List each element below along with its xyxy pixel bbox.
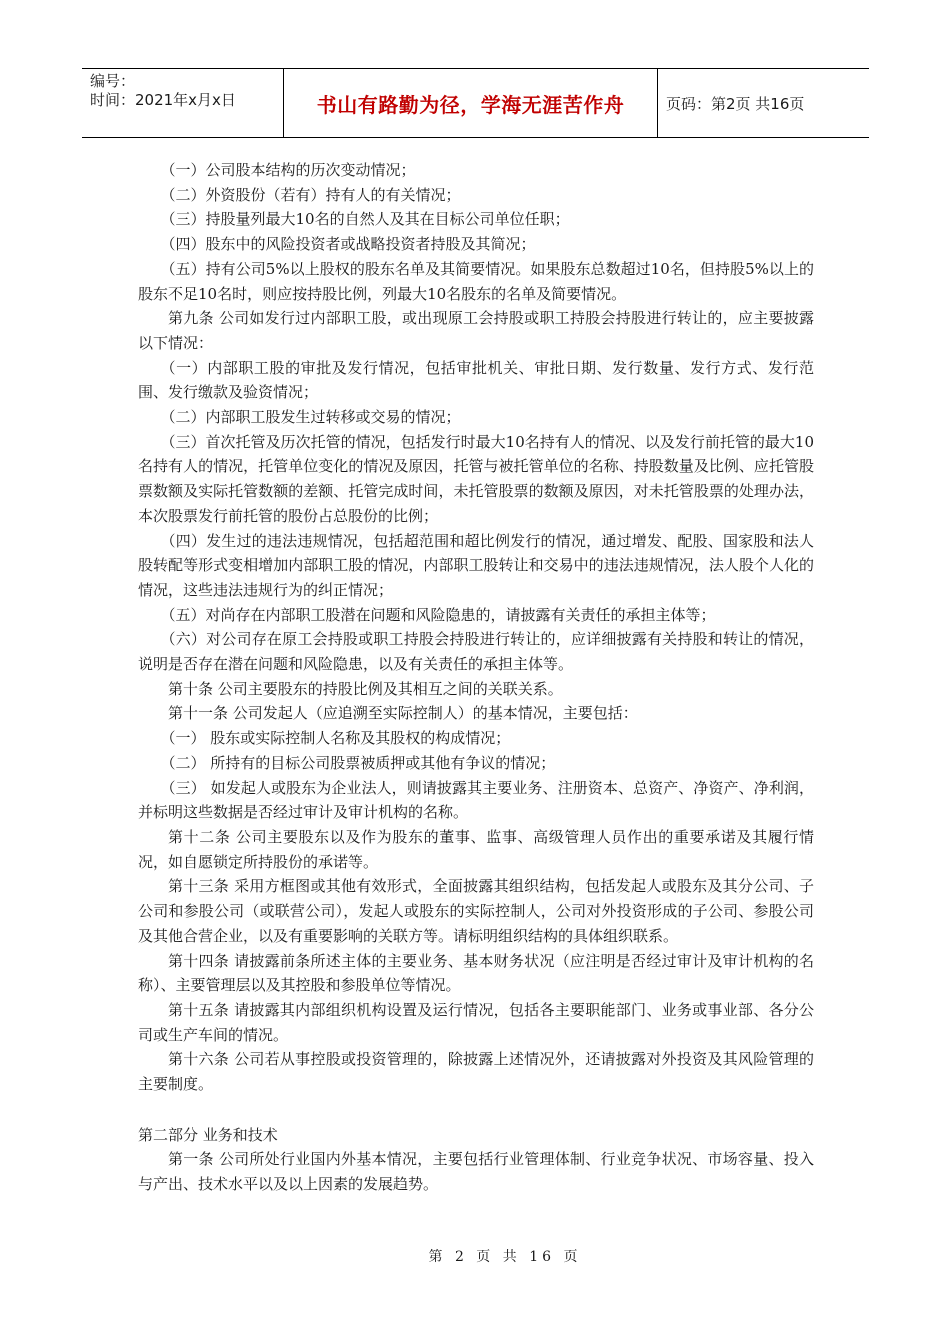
paragraph: （五）持有公司5%以上股权的股东名单及其简要情况。如果股东总数超过10名，但持股5%以上的股东不足10名时，则应按持股比例，列最大10名股东的名单及简要情况。	[138, 259, 814, 303]
article-paragraph: 第九条 公司如发行过内部职工股，或出现原工会持股或职工持股会持股进行转让的，应主要披露以下情况：	[138, 309, 814, 352]
section-heading: 第二部分 业务和技术	[138, 1125, 278, 1144]
paragraph: （二）外资股份（若有）持有人的有关情况；	[160, 185, 461, 204]
header-page-info: 页码：第2页 共16页	[666, 94, 805, 113]
document-date: 时间：2021年x月x日	[90, 91, 236, 109]
article-paragraph: 第十四条 请披露前条所述主体的主要业务、基本财务状况（应注明是否经过审计及审计机构的名称）、主要管理层以及其控股和参股单位等情况。	[138, 951, 814, 995]
article-paragraph: 第十二条 公司主要股东以及作为股东的董事、监事、高级管理人员作出的重要承诺及其履行情况，如自愿锁定所持股份的承诺等。	[138, 827, 814, 871]
paragraph: （三） 如发起人或股东为企业法人，则请披露其主要业务、注册资本、总资产、净资产、净利润，并标明这些数据是否经过审计及审计机构的名称。	[138, 778, 814, 822]
article-paragraph: 第十一条 公司发起人（应追溯至实际控制人）的基本情况，主要包括：	[168, 704, 638, 723]
document-number-label: 编号：	[90, 72, 136, 90]
paragraph: （三）首次托管及历次托管的情况，包括发行时最大10名持有人的情况、以及发行前托管的最大10名持有人的情况，托管单位变化的情况及原因，托管与被托管单位的名称、持股数量及比例、应托管股票数额及实际托管数额的差额、托管完成时间，未托管股票的数额及原因，对未托管股票的处理办法，本次股票发行前托管的股份占总股份的比例；	[138, 432, 814, 525]
paragraph: （六）对公司存在原工会持股或职工持股会持股进行转让的，应详细披露有关持股和转让的情况，说明是否存在潜在问题和风险隐患，以及有关责任的承担主体等。	[138, 630, 814, 674]
article-paragraph: 第一条 公司所处行业国内外基本情况，主要包括行业管理体制、行业竞争状况、市场容量、投入与产出、技术水平以及以上因素的发展趋势。	[138, 1150, 814, 1194]
paragraph: （五）对尚存在内部职工股潜在问题和风险隐患的，请披露有关责任的承担主体等；	[160, 605, 716, 624]
paragraph: （一）公司股本结构的历次变动情况；	[160, 161, 416, 179]
article-paragraph: 第十五条 请披露其内部组织机构设置及运行情况，包括各主要职能部门、业务或事业部、各分公司或生产车间的情况。	[138, 1000, 814, 1044]
paragraph: （四）发生过的违法违规情况，包括超范围和超比例发行的情况，通过增发、配股、国家股和法人股转配等形式变相增加内部职工股的情况，内部职工股转让和交易中的违法违规情况，法人股个人化的情况，这些违法违规行为的纠正情况；	[138, 531, 814, 599]
paragraph: （一）内部职工股的审批及发行情况，包括审批机关、审批日期、发行数量、发行方式、发行范围、发行缴款及验资情况；	[138, 358, 814, 402]
article-paragraph: 第十条 公司主要股东的持股比例及其相互之间的关联关系。	[168, 679, 563, 698]
paragraph: （四）股东中的风险投资者或战略投资者持股及其简况；	[160, 235, 536, 254]
page-header	[82, 68, 869, 138]
paragraph: （二）内部职工股发生过转移或交易的情况；	[160, 408, 461, 427]
header-meta	[82, 69, 284, 137]
article-paragraph: 第十六条 公司若从事控股或投资管理的，除披露上述情况外，还请披露对外投资及其风险管理的主要制度。	[138, 1050, 814, 1094]
page-footer: 第 2 页 共 16 页	[428, 1249, 582, 1265]
article-paragraph: 第十三条 采用方框图或其他有效形式，全面披露其组织结构，包括发起人或股东及其分公司、子公司和参股公司（或联营公司），发起人或股东的实际控制人，公司对外投资形成的子公司、参股公司及其他合营企业，以及有重要影响的关联方等。请标明组织结构的具体组织联系。	[138, 877, 814, 945]
paragraph: （一） 股东或实际控制人名称及其股权的构成情况；	[160, 729, 511, 748]
paragraph: （二） 所持有的目标公司股票被质押或其他有争议的情况；	[160, 753, 556, 772]
header-motto: 书山有路勤为径，学海无涯苦作舟	[284, 69, 658, 137]
paragraph: （三）持股量列最大10名的自然人及其在目标公司单位任职；	[160, 210, 570, 229]
document-body	[138, 158, 814, 1197]
